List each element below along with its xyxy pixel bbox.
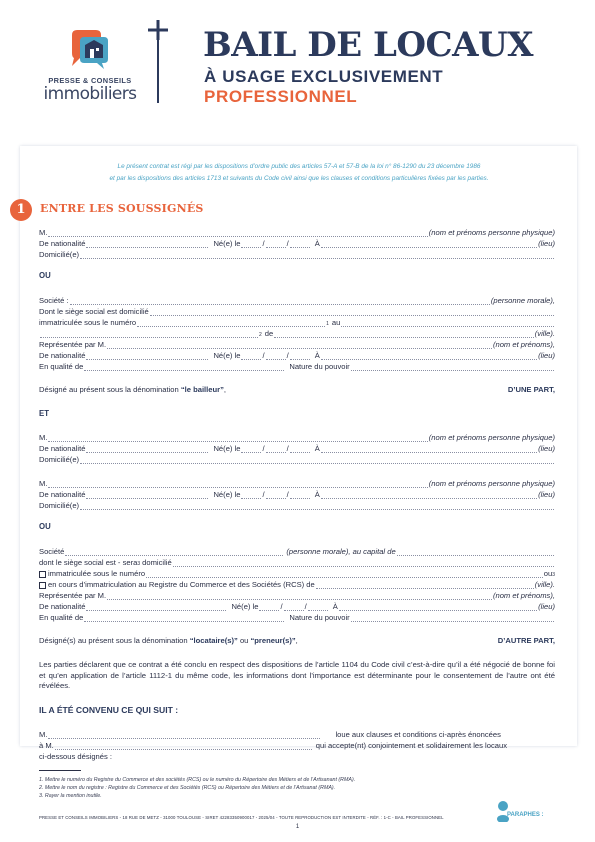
- footnote-ref: 1: [326, 320, 329, 327]
- separator: /: [262, 489, 265, 499]
- registry-name-field[interactable]: [40, 331, 258, 338]
- designation-post: ,: [295, 636, 298, 645]
- declaration-paragraph: Les parties déclarent que ce contrat a été conclu en respect des dispositions de l’article 1104 du Code civil c’est-à-dire qu’il a été négocié de bonne foi et qu’en application de l’article 1112-1 du même code, les informations dont l’importance est déterminante pour le consentement de l’autre ont été révélées.: [39, 660, 555, 690]
- footnote: 1. Mettre le numéro du Registre du Commerce et des sociétés (RCS) ou le numéro du Répertoire des Métiers et de l’Artisanant (RMA).: [39, 777, 356, 783]
- registry-city-field[interactable]: [274, 331, 534, 338]
- tenant-company-row: [39, 545, 555, 556]
- designation-name: “preneur(s)”: [250, 636, 296, 645]
- birth-day-field[interactable]: [241, 492, 261, 499]
- lessor-rep-birth-row: [39, 349, 555, 360]
- registration-number-field[interactable]: [137, 320, 325, 327]
- legal-intro-line: et par les dispositions des articles 1713 et suivants du Code civil ainsi que les clauses et conditions particulières fixées par les parties.: [109, 174, 489, 182]
- section-number-badge: 1: [10, 199, 32, 221]
- field-label: M.: [39, 478, 48, 488]
- field-label: immatriculée sous le numéro: [39, 317, 137, 327]
- field-label: De nationalité: [39, 489, 86, 499]
- field-label: Représentée par M.: [39, 339, 107, 349]
- lessor-company-field[interactable]: [70, 298, 490, 305]
- agreed-title: IL A ÉTÉ CONVENU CE QUI SUIT :: [39, 705, 179, 715]
- separator: /: [262, 238, 265, 248]
- designation-name: “locataire(s)”: [189, 636, 238, 645]
- field-hint: (nom et prénoms),: [492, 339, 555, 349]
- representative-field[interactable]: [107, 593, 492, 600]
- capital-field[interactable]: [397, 549, 554, 556]
- birth-day-field[interactable]: [259, 604, 279, 611]
- separator: /: [286, 238, 289, 248]
- page-number: 1: [295, 824, 300, 830]
- capacity-field[interactable]: [84, 615, 284, 622]
- field-hint: (personne morale),: [490, 295, 555, 305]
- field-label: Domicilié(e): [39, 500, 80, 510]
- field-label: immatriculée sous le numéro: [48, 568, 146, 578]
- birth-year-field[interactable]: [290, 241, 310, 248]
- field-label: Né(e) le: [231, 601, 259, 611]
- lessor-registry-city-row: [39, 327, 555, 338]
- lessor-domicile-row: [39, 248, 555, 259]
- field-label: Né(e) le: [213, 350, 241, 360]
- power-field[interactable]: [351, 364, 554, 371]
- lessor-name-field[interactable]: [48, 230, 427, 237]
- lessor-name-row: [39, 226, 555, 237]
- lessor-company-row: [39, 294, 555, 305]
- birth-place-field[interactable]: [321, 446, 537, 453]
- field-label: Représentée par M.: [39, 590, 107, 600]
- document-title: BAIL DE LOCAUX: [203, 25, 533, 65]
- field-label: M.: [39, 729, 48, 739]
- lease-party-row: [39, 728, 555, 739]
- tenant-pending-row: [39, 578, 555, 589]
- legal-intro: [30, 161, 568, 184]
- field-label: qui accepte(nt) conjointement et solidairement les locaux: [315, 740, 507, 750]
- separator: /: [304, 601, 307, 611]
- document-subtitle: À USAGE EXCLUSIVEMENT: [204, 67, 444, 86]
- separator: /: [286, 489, 289, 499]
- lessor-registration-row: [39, 316, 555, 327]
- field-label: À: [314, 489, 320, 499]
- or-separator: OU: [39, 271, 51, 280]
- separator: /: [262, 443, 265, 453]
- section-title: ENTRE LES SOUSSIGNÉS: [40, 202, 204, 215]
- lessor-seat-row: [39, 305, 555, 316]
- brand-subname: immobiliers: [43, 84, 137, 104]
- field-label: dont le siège social est - sera: [39, 557, 138, 567]
- brand-name: PRESSE & CONSEILS: [48, 76, 132, 85]
- field-hint: (nom et prénoms personne physique): [428, 432, 555, 442]
- field-label: Domicilié(e): [39, 249, 80, 259]
- field-label: M.: [39, 227, 48, 237]
- lessor-designation: [39, 385, 555, 394]
- tenant1-nationality-field[interactable]: [86, 446, 208, 453]
- registry-city-field[interactable]: [316, 582, 534, 589]
- tenant2-nationality-field[interactable]: [86, 492, 208, 499]
- tenant1-name-field[interactable]: [48, 435, 427, 442]
- field-label: En qualité de: [39, 361, 84, 371]
- tenant1-domicile-row: [39, 453, 555, 464]
- field-hint: (nom et prénoms),: [492, 590, 555, 600]
- separator: /: [286, 350, 289, 360]
- designation-pre: Désigné au présent sous la dénomination: [39, 385, 181, 394]
- birth-year-field[interactable]: [290, 492, 310, 499]
- birth-year-field[interactable]: [290, 353, 310, 360]
- tenant-capacity-row: [39, 611, 555, 622]
- tenant-registration-row: [39, 567, 555, 578]
- field-label: Dont le siège social est domicilié: [39, 306, 149, 316]
- registered-checkbox[interactable]: [39, 571, 46, 578]
- field-hint: (nom et prénoms personne physique): [428, 227, 555, 237]
- field-label: Société :: [39, 295, 69, 305]
- separator: /: [262, 350, 265, 360]
- footnote-ref: 3: [552, 571, 555, 578]
- field-hint: (nom et prénoms personne physique): [428, 478, 555, 488]
- field-label: Nature du pouvoir: [289, 612, 350, 622]
- field-label: loue aux clauses et conditions ci-après énoncées: [335, 729, 501, 739]
- footnote-divider: [39, 770, 81, 771]
- field-hint: (ville).: [534, 579, 555, 589]
- field-label: À: [332, 601, 338, 611]
- registry-field[interactable]: [341, 320, 554, 327]
- birth-day-field[interactable]: [241, 446, 261, 453]
- tenant-company-field[interactable]: [65, 549, 283, 556]
- tenant-seat-row: [39, 556, 555, 567]
- brand-logo-icon: [66, 29, 112, 71]
- birth-month-field[interactable]: [266, 241, 286, 248]
- separator: /: [286, 443, 289, 453]
- field-label: Né(e) le: [213, 443, 241, 453]
- lessor-seat-field[interactable]: [150, 309, 554, 316]
- legal-intro-line: Le présent contrat est régi par les dispositions d’ordre public des articles 57-A et 57-B de la loi n° 86-1290 du 23 décembre 1986: [117, 163, 481, 170]
- field-label: ou: [543, 568, 553, 578]
- field-hint: (lieu): [538, 443, 555, 453]
- field-label: Domicilié(e): [39, 454, 80, 464]
- field-label: M.: [39, 432, 48, 442]
- lessor-name-field[interactable]: [48, 732, 320, 739]
- or-separator: OU: [39, 522, 51, 531]
- lessor-capacity-row: [39, 360, 555, 371]
- capacity-field[interactable]: [84, 364, 284, 371]
- and-separator: ET: [39, 409, 49, 418]
- lessor-domicile-field[interactable]: [80, 252, 554, 259]
- footnote: 2. Mettre le nom du registre : Registre du Commerce et des Sociétés (RCS) ou Répertoire des Métiers et de l’Artisanat (RMA).: [39, 785, 336, 791]
- field-label: À: [314, 238, 320, 248]
- birth-month-field[interactable]: [266, 353, 286, 360]
- rep-nationality-field[interactable]: [86, 604, 226, 611]
- birth-day-field[interactable]: [241, 353, 261, 360]
- field-label: En qualité de: [39, 612, 84, 622]
- field-hint: (ville).: [534, 328, 555, 338]
- footnote: 3. Rayer la mention inutile.: [39, 793, 102, 799]
- field-label: De nationalité: [39, 443, 86, 453]
- designation-post: ,: [223, 385, 227, 394]
- lease-described-row: [39, 750, 555, 761]
- tenant2-birth-row: [39, 488, 555, 499]
- tenant1-name-row: [39, 431, 555, 442]
- field-label: en cours d’immatriculation au Registre du Commerce et des Sociétés (RCS) de: [48, 579, 315, 589]
- field-label: De nationalité: [39, 238, 86, 248]
- registration-number-field[interactable]: [146, 571, 543, 578]
- birth-month-field[interactable]: [284, 604, 304, 611]
- power-field[interactable]: [351, 615, 554, 622]
- tenant-designation: [39, 636, 555, 645]
- field-hint: (lieu): [538, 238, 555, 248]
- tenant-seat-field[interactable]: [173, 560, 554, 567]
- designation-side: D’AUTRE PART,: [497, 636, 555, 645]
- pending-checkbox[interactable]: [39, 582, 46, 589]
- field-label: Né(e) le: [213, 238, 241, 248]
- birth-place-field[interactable]: [321, 353, 537, 360]
- field-hint: [286, 547, 395, 556]
- lessor-nationality-field[interactable]: [86, 241, 208, 248]
- field-label: ci-dessous désignés :: [39, 751, 113, 761]
- rep-nationality-field[interactable]: [86, 353, 208, 360]
- field-label: à M.: [39, 740, 54, 750]
- footnote-ref: 2: [259, 331, 262, 338]
- field-label: de: [264, 328, 274, 338]
- birth-year-field[interactable]: [308, 604, 328, 611]
- field-hint: (lieu): [538, 350, 555, 360]
- birth-place-field[interactable]: [321, 492, 537, 499]
- plus-icon: [146, 18, 170, 42]
- field-label: De nationalité: [39, 601, 86, 611]
- birth-month-field[interactable]: [266, 446, 286, 453]
- designation-mid: ou: [237, 636, 251, 645]
- field-label: Société: [39, 546, 65, 556]
- field-hint: (lieu): [538, 489, 555, 499]
- footer-legal: PRESSE ET CONSEILS IMMOBILIERS - 18 RUE DE METZ - 31000 TOULOUSE - SIRET 42283350900017 - 2025/04 - TOUTE REPRODUCTION EST INTERDITE - RÉF. : 1-C - BAIL PROFESSIONNEL: [39, 815, 444, 820]
- tenant1-birth-row: [39, 442, 555, 453]
- lessor-representative-row: [39, 338, 555, 349]
- representative-field[interactable]: [107, 342, 492, 349]
- field-label: domicilié: [142, 557, 172, 567]
- designation-pre: Désigné(s) au présent sous la dénomination: [39, 636, 190, 645]
- birth-year-field[interactable]: [290, 446, 310, 453]
- field-label: Né(e) le: [213, 489, 241, 499]
- capital-hint: (personne morale), au capital de: [286, 546, 396, 556]
- designation-text: [39, 636, 298, 645]
- tenant2-domicile-row: [39, 499, 555, 510]
- paraphes-label: PARAPHES :: [507, 812, 544, 818]
- field-label: À: [314, 443, 320, 453]
- designation-name: “le bailleur”: [180, 385, 224, 394]
- tenant2-name-field[interactable]: [48, 481, 427, 488]
- footnote-ref: 3: [137, 560, 141, 567]
- lessor-birth-row: [39, 237, 555, 248]
- field-label: À: [314, 350, 320, 360]
- designation-text: [39, 385, 226, 394]
- birth-month-field[interactable]: [266, 492, 286, 499]
- designation-side: D’UNE PART,: [507, 385, 555, 394]
- tenant1-domicile-field[interactable]: [80, 457, 554, 464]
- field-label: Nature du pouvoir: [289, 361, 350, 371]
- tenant-rep-birth-row: [39, 600, 555, 611]
- tenant-name-field[interactable]: [55, 743, 312, 750]
- lease-tenant-row: [39, 739, 555, 750]
- document-subtitle-accent: PROFESSIONNEL: [204, 87, 358, 106]
- separator: /: [280, 601, 283, 611]
- field-label: au: [331, 317, 341, 327]
- field-hint: (lieu): [538, 601, 555, 611]
- tenant-representative-row: [39, 589, 555, 600]
- field-label: De nationalité: [39, 350, 86, 360]
- tenant2-name-row: [39, 477, 555, 488]
- birth-place-field[interactable]: [339, 604, 537, 611]
- birth-place-field[interactable]: [321, 241, 537, 248]
- birth-day-field[interactable]: [241, 241, 261, 248]
- tenant2-domicile-field[interactable]: [80, 503, 554, 510]
